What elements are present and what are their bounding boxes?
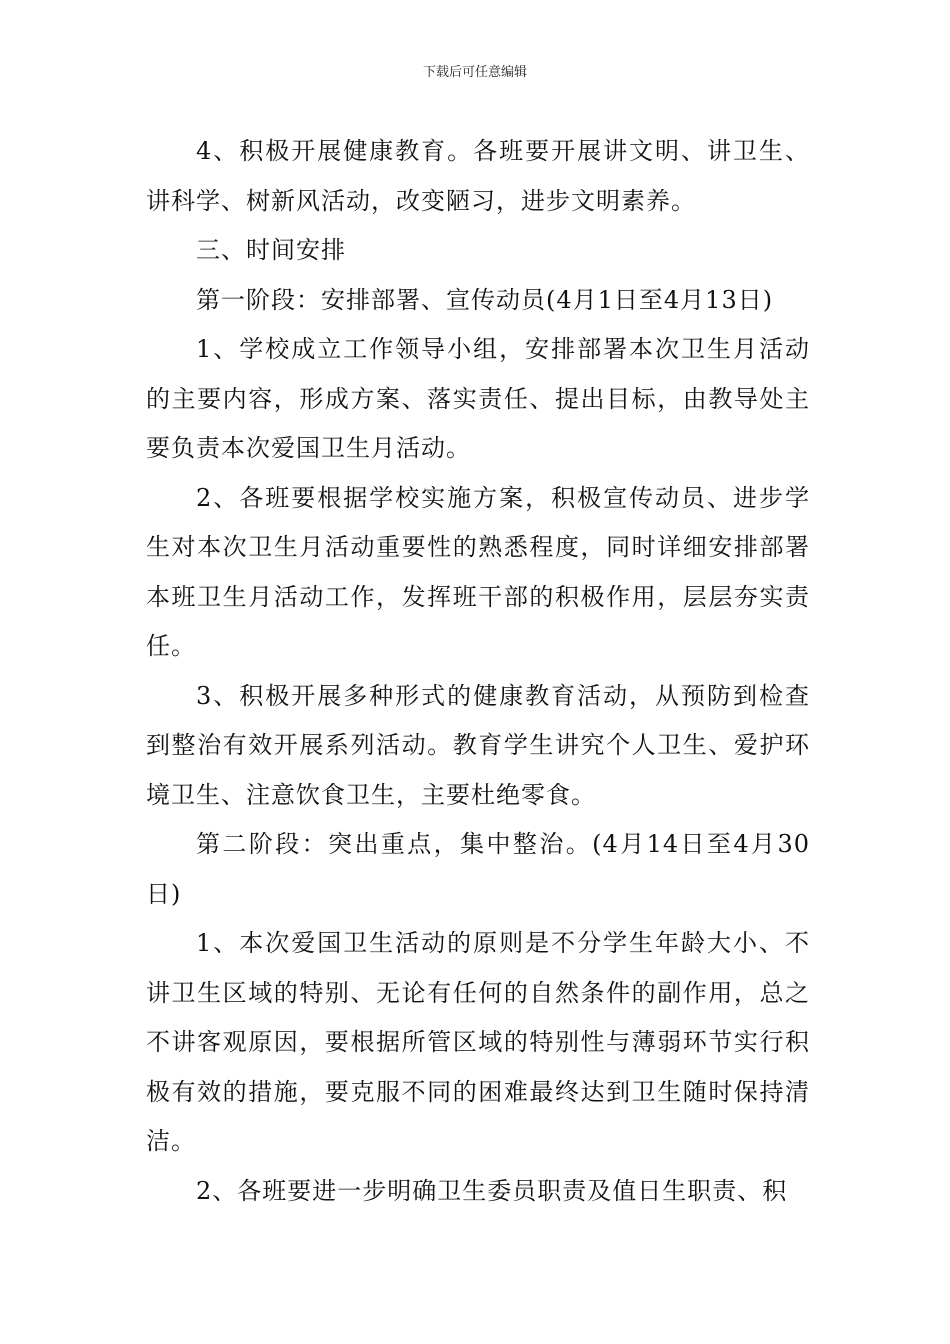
page-header: 下载后可任意编辑 [422, 65, 527, 80]
document-body [146, 127, 810, 1216]
section-heading-schedule: 三、时间安排 [196, 236, 346, 264]
paragraph-phase-two-item-1: 1、本次爱国卫生活动的原则是不分学生年龄大小、不讲卫生区域的特别、无论有任何的自然条件的副作用，总之不讲客观原因，要根据所管区域的特别性与薄弱环节实行积极有效的措施，要克服不同的困难最终达到卫生随时保持清洁。 [146, 929, 810, 1155]
paragraph-phase-one-item-1: 1、学校成立工作领导小组，安排部署本次卫生月活动的主要内容，形成方案、落实责任、提出目标，由教导处主要负责本次爱国卫生月活动。 [146, 335, 810, 462]
paragraph-phase-two-item-2: 2、各班要进一步明确卫生委员职责及值日生职责、积 [196, 1176, 788, 1205]
phase-one-heading: 第一阶段：安排部署、宣传动员(4月1日至4月13日) [196, 285, 774, 314]
phase-two-heading: 第二阶段：突出重点，集中整治。(4月14日至4月30日) [146, 830, 810, 908]
paragraph-health-education: 4、积极开展健康教育。各班要开展讲文明、讲卫生、讲科学、树新风活动，改变陋习，进步文明素养。 [146, 137, 810, 215]
paragraph-phase-one-item-3: 3、积极开展多种形式的健康教育活动，从预防到检查到整治有效开展系列活动。教育学生讲究个人卫生、爱护环境卫生、注意饮食卫生，主要杜绝零食。 [146, 681, 810, 809]
paragraph-phase-one-item-2: 2、各班要根据学校实施方案，积极宣传动员、进步学生对本次卫生月活动重要性的熟悉程度，同时详细安排部署本班卫生月活动工作，发挥班干部的积极作用，层层夯实责任。 [146, 483, 810, 660]
